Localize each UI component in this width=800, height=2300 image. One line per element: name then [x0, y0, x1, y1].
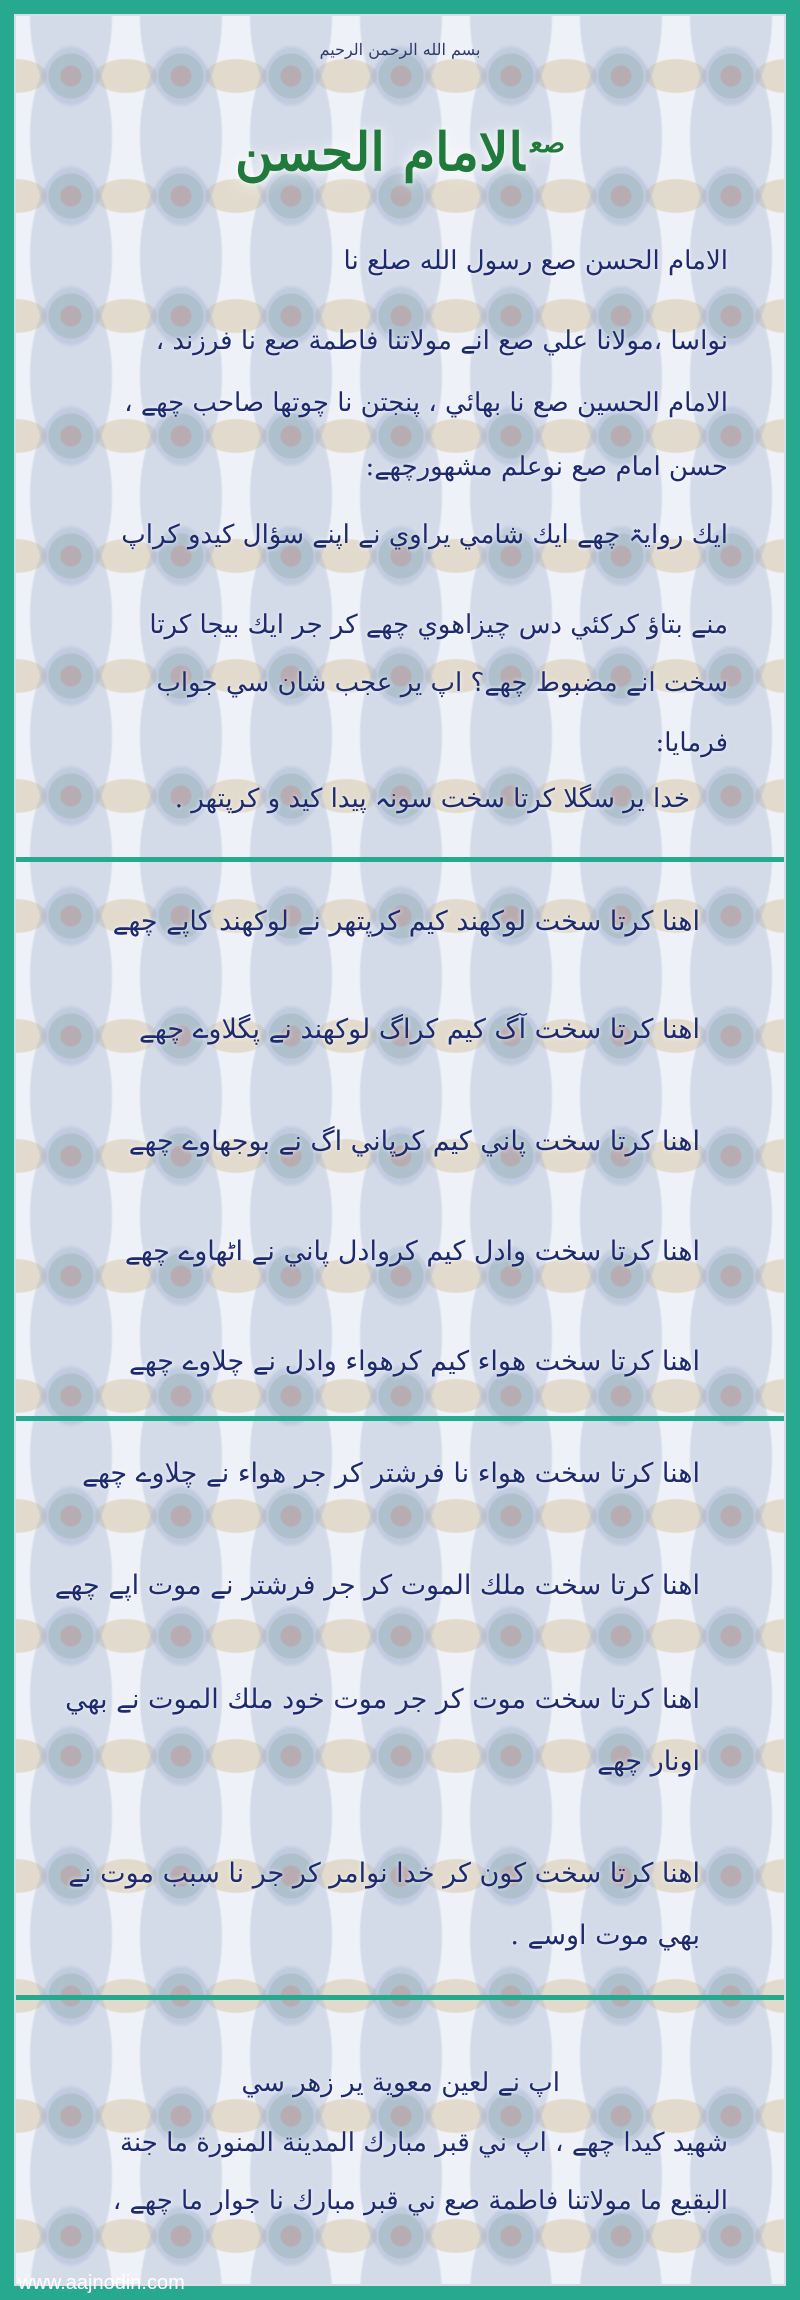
- poem-line: اھنا كرتا سخت وادل كيم كروادل پاني نے اٹھاوے چھے: [124, 1236, 700, 1267]
- closing-line: شھيد كيدا چھے ، اپ ني قبر مبارك المدينة المنورة ما جنة: [119, 2128, 728, 2158]
- poem-line: اھنا كرتا سخت كون كر خدا نوامر كر جر نا سبب موت نے: [68, 1858, 700, 1889]
- divider-band: [16, 1416, 784, 1421]
- narrative-line: ايك روايۃ چھے ايك شامي يراوي نے اپنے سؤال كيدو كراپ: [121, 520, 728, 550]
- page-title: [0, 122, 800, 183]
- basmala-header: بسم الله الرحمن الرحيم: [319, 40, 481, 59]
- intro-line: الامام الحسين صع نا بھائي ، پنجتن نا چوتھا صاحب چھے ،: [124, 388, 728, 418]
- narrative-line: فرمايا:: [655, 728, 728, 758]
- poem-line: اھنا كرتا سخت ھواء كيم كرھواء وادل نے چلاوے چھے: [128, 1346, 700, 1377]
- intro-line: حسن امام صع نوعلم مشھورچھے:: [365, 452, 728, 482]
- title-text: الامام الحسن: [235, 122, 525, 183]
- intro-line: الامام الحسن صع رسول الله صلع نا: [343, 246, 728, 276]
- poem-line: اھنا كرتا سخت ملك الموت كر جر فرشتر نے موت اپے چھے: [54, 1570, 700, 1601]
- poem-line: اھنا كرتا سخت لوكھند كيم كرپتھر نے لوكھند كاپے چھے: [112, 906, 700, 937]
- poem-line: بھي موت اوسے .: [510, 1920, 700, 1951]
- intro-line: نواسا ،مولانا علي صع انے مولاتنا فاطمة صع نا فرزند ،: [155, 326, 728, 356]
- divider-band: [16, 857, 784, 862]
- poem-line: اونار چھے: [597, 1746, 700, 1777]
- narrative-line: خدا ير سگلا كرتا سخت سونہ پيدا كيد و كرپتھر .: [174, 784, 690, 814]
- divider-band: [16, 1995, 784, 2000]
- narrative-line: سخت انے مضبوط چھے؟ اپ ير عجب شان سي جواب: [156, 668, 728, 698]
- site-url[interactable]: www.aajnodin.com: [18, 2272, 185, 2294]
- closing-line: البقيع ما مولاتنا فاطمة صع ني قبر مبارك نا جوار ما چھے ،: [112, 2186, 728, 2216]
- title-salutation: صع: [530, 128, 565, 159]
- poem-line: اھنا كرتا سخت موت كر جر موت خود ملك الموت نے بھي: [65, 1684, 700, 1715]
- poem-line: اھنا كرتا سخت آگ كيم كراگ لوكھند نے پگلاوے چھے: [139, 1014, 700, 1045]
- narrative-line: منے بتاؤ كركئي دس چيزاھوي چھے كر جر ايك بيجا كرتا: [149, 610, 728, 640]
- closing-line: اپ نے لعين معوية ير زھر سي: [241, 2068, 560, 2098]
- poem-line: اھنا كرتا سخت پاني كيم كرپاني اگ نے بوجھاوے چھے: [128, 1126, 700, 1157]
- poem-line: اھنا كرتا سخت ھواء نا فرشتر كر جر ھواء نے چلاوے چھے: [82, 1458, 700, 1489]
